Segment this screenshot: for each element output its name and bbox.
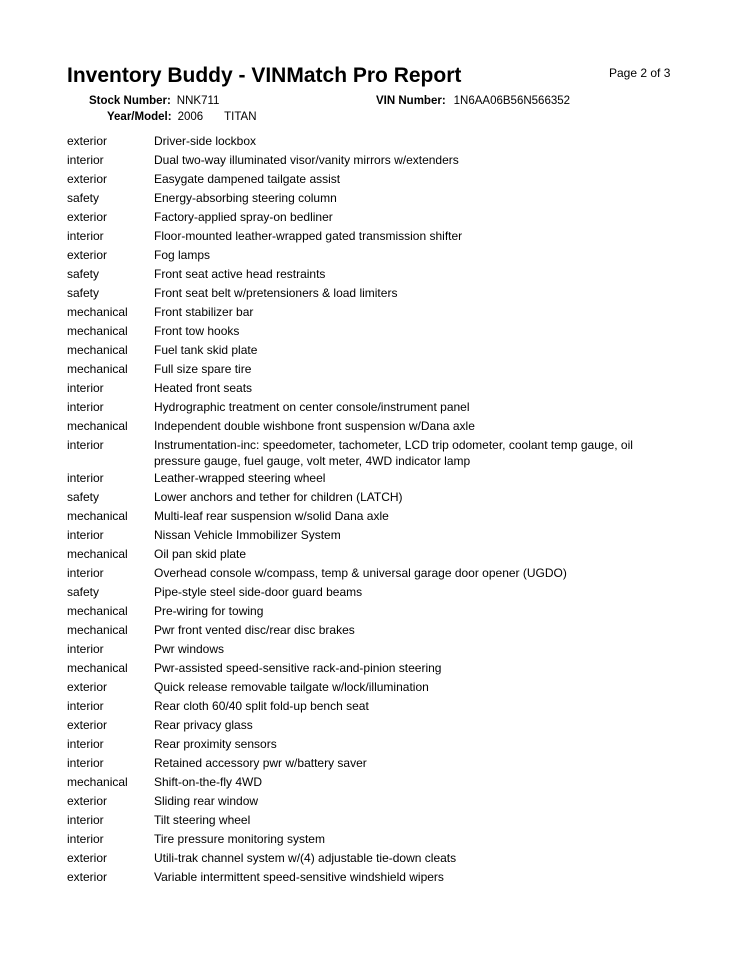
feature-row: [67, 737, 667, 756]
feature-row: [67, 191, 667, 210]
feature-description: Oil pan skid plate: [154, 547, 247, 561]
feature-category: mechanical: [67, 305, 128, 319]
feature-category: mechanical: [67, 623, 128, 637]
feature-category: interior: [67, 438, 104, 452]
feature-description: Factory-applied spray-on bedliner: [154, 210, 333, 224]
vin-number-label: VIN Number:: [376, 95, 446, 107]
feature-category: mechanical: [67, 547, 128, 561]
feature-category: exterior: [67, 718, 108, 732]
feature-description: Front seat belt w/pretensioners & load limiters: [154, 286, 398, 300]
feature-category: interior: [67, 642, 104, 656]
feature-description: Fuel tank skid plate: [154, 343, 258, 357]
year-model-label: Year/Model:: [107, 111, 172, 123]
vin-number-value: 1N6AA06B56N566352: [453, 95, 571, 107]
feature-row: [67, 547, 667, 566]
feature-category: exterior: [67, 794, 108, 808]
year-value: 2006: [177, 111, 204, 123]
feature-row: [67, 528, 667, 547]
feature-row: [67, 362, 667, 381]
feature-row: [67, 286, 667, 305]
vin-number: [376, 95, 570, 107]
feature-row: [67, 699, 667, 718]
feature-row: [67, 775, 667, 794]
feature-category: safety: [67, 490, 100, 504]
feature-row: [67, 870, 667, 889]
feature-row: [67, 623, 667, 642]
feature-category: mechanical: [67, 509, 128, 523]
feature-category: interior: [67, 566, 104, 580]
feature-row: [67, 305, 667, 324]
feature-category: exterior: [67, 680, 108, 694]
feature-description: Sliding rear window: [154, 794, 259, 808]
feature-row: [67, 813, 667, 832]
feature-description: Full size spare tire: [154, 362, 252, 376]
stock-number-value: NNK711: [176, 95, 220, 107]
feature-row: [67, 851, 667, 870]
stock-number: [89, 95, 219, 107]
feature-row: [67, 471, 667, 490]
feature-description: Heated front seats: [154, 381, 253, 395]
feature-description: Dual two-way illuminated visor/vanity mirrors w/extenders: [154, 153, 459, 167]
feature-description: Energy-absorbing steering column: [154, 191, 337, 205]
feature-description: Variable intermittent speed-sensitive windshield wipers: [154, 870, 444, 884]
feature-description: Easygate dampened tailgate assist: [154, 172, 341, 186]
feature-description: Hydrographic treatment on center console/instrument panel: [154, 400, 470, 414]
report-title: Inventory Buddy - VINMatch Pro Report: [67, 64, 462, 87]
feature-row: [67, 419, 667, 438]
feature-row: [67, 642, 667, 661]
feature-row: [67, 343, 667, 362]
feature-description: Leather-wrapped steering wheel: [154, 471, 326, 485]
feature-category: interior: [67, 400, 104, 414]
feature-row: [67, 324, 667, 343]
feature-category: interior: [67, 699, 104, 713]
feature-category: mechanical: [67, 419, 128, 433]
feature-description: Floor-mounted leather-wrapped gated transmission shifter: [154, 229, 463, 243]
feature-category: exterior: [67, 248, 108, 262]
feature-row: [67, 381, 667, 400]
feature-description: Front seat active head restraints: [154, 267, 326, 281]
feature-description: Quick release removable tailgate w/lock/illumination: [154, 680, 429, 694]
feature-category: interior: [67, 813, 104, 827]
feature-description: Fog lamps: [154, 248, 211, 262]
feature-description: Utili-trak channel system w/(4) adjustable tie-down cleats: [154, 851, 457, 865]
feature-category: safety: [67, 267, 100, 281]
feature-row: [67, 438, 667, 471]
feature-row: [67, 680, 667, 699]
feature-row: [67, 604, 667, 623]
feature-row: [67, 248, 667, 267]
feature-row: [67, 794, 667, 813]
feature-description: Front stabilizer bar: [154, 305, 254, 319]
feature-category: exterior: [67, 172, 108, 186]
feature-category: mechanical: [67, 343, 128, 357]
feature-description: Independent double wishbone front suspension w/Dana axle: [154, 419, 475, 433]
feature-row: [67, 718, 667, 737]
feature-row: [67, 400, 667, 419]
feature-category: interior: [67, 737, 104, 751]
feature-category: interior: [67, 471, 104, 485]
feature-description: Tilt steering wheel: [154, 813, 251, 827]
feature-row: [67, 172, 667, 191]
feature-description: Shift-on-the-fly 4WD: [154, 775, 263, 789]
feature-description: Pwr-assisted speed-sensitive rack-and-pinion steering: [154, 661, 442, 675]
feature-description: Instrumentation-inc: speedometer, tachometer, LCD trip odometer, coolant temp gauge, oil pressure gauge, fuel gauge, volt meter, 4WD indicator lamp: [154, 438, 633, 468]
feature-row: [67, 229, 667, 248]
feature-row: [67, 153, 667, 172]
feature-category: interior: [67, 153, 104, 167]
feature-category: safety: [67, 286, 100, 300]
feature-row: [67, 585, 667, 604]
page-number: Page 2 of 3: [609, 66, 671, 80]
feature-description: Rear cloth 60/40 split fold-up bench seat: [154, 699, 369, 713]
feature-description: Pwr windows: [154, 642, 225, 656]
feature-description: Pwr front vented disc/rear disc brakes: [154, 623, 355, 637]
feature-row: [67, 661, 667, 680]
feature-category: mechanical: [67, 775, 128, 789]
feature-row: [67, 756, 667, 775]
feature-row: [67, 210, 667, 229]
feature-category: safety: [67, 585, 100, 599]
feature-description: Multi-leaf rear suspension w/solid Dana axle: [154, 509, 389, 523]
feature-category: interior: [67, 832, 104, 846]
feature-category: interior: [67, 756, 104, 770]
model-value: TITAN: [224, 111, 257, 123]
feature-category: interior: [67, 229, 104, 243]
feature-category: safety: [67, 191, 100, 205]
feature-category: interior: [67, 528, 104, 542]
feature-category: exterior: [67, 134, 108, 148]
feature-description: Retained accessory pwr w/battery saver: [154, 756, 367, 770]
feature-category: mechanical: [67, 604, 128, 618]
feature-description: Front tow hooks: [154, 324, 240, 338]
feature-description: Rear privacy glass: [154, 718, 253, 732]
feature-description: Lower anchors and tether for children (LATCH): [154, 490, 403, 504]
feature-row: [67, 267, 667, 286]
feature-category: mechanical: [67, 324, 128, 338]
feature-list: [67, 134, 667, 889]
feature-category: exterior: [67, 210, 108, 224]
feature-row: [67, 134, 667, 153]
feature-description: Overhead console w/compass, temp & universal garage door opener (UGDO): [154, 566, 567, 580]
feature-row: [67, 509, 667, 528]
feature-row: [67, 490, 667, 509]
feature-category: mechanical: [67, 661, 128, 675]
feature-description: Tire pressure monitoring system: [154, 832, 325, 846]
feature-description: Driver-side lockbox: [154, 134, 257, 148]
feature-category: mechanical: [67, 362, 128, 376]
stock-number-label: Stock Number:: [89, 95, 171, 107]
feature-category: exterior: [67, 851, 108, 865]
feature-description: Rear proximity sensors: [154, 737, 277, 751]
feature-description: Nissan Vehicle Immobilizer System: [154, 528, 341, 542]
feature-description: Pipe-style steel side-door guard beams: [154, 585, 363, 599]
year-model: [107, 111, 257, 123]
feature-category: exterior: [67, 870, 108, 884]
feature-row: [67, 832, 667, 851]
feature-category: interior: [67, 381, 104, 395]
feature-description: Pre-wiring for towing: [154, 604, 264, 618]
feature-row: [67, 566, 667, 585]
